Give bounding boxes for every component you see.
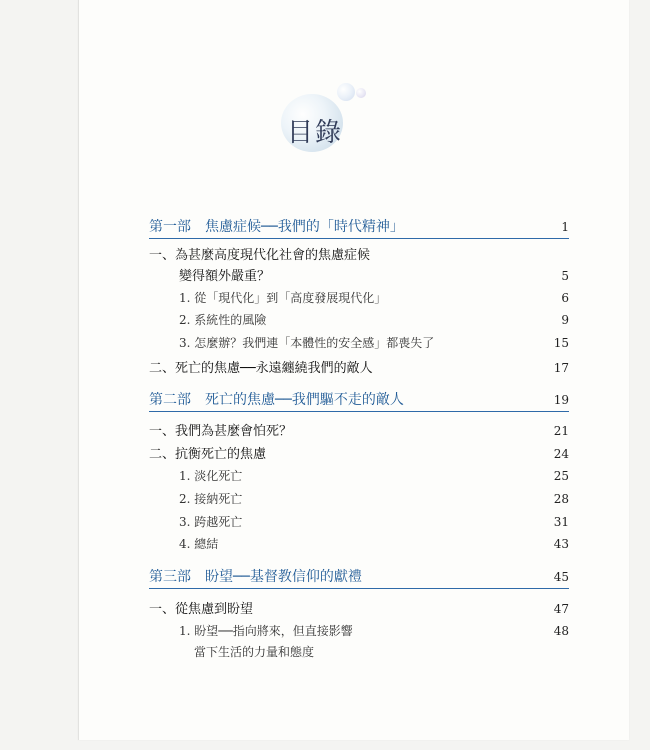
toc-text: 二、死亡的焦慮──永遠纏繞我們的敵人	[149, 361, 373, 376]
toc-page-number: 25	[553, 469, 569, 483]
toc-text: 3. 跨越死亡	[179, 515, 243, 529]
toc-section-1[interactable]	[149, 244, 569, 264]
toc-page-number: 45	[553, 570, 569, 584]
toc-subsection[interactable]	[179, 513, 569, 533]
toc-text: 一、為甚麼高度現代化社會的焦慮症候	[149, 248, 371, 263]
toc-page-number: 17	[553, 361, 569, 375]
toc-part-3[interactable]	[149, 566, 569, 589]
toc-subsection-continued[interactable]	[194, 643, 569, 663]
toc-list	[79, 0, 629, 740]
toc-section-2[interactable]	[149, 357, 569, 377]
toc-page-number: 9	[561, 313, 569, 327]
toc-section-3[interactable]	[149, 420, 569, 440]
toc-subsection[interactable]	[179, 467, 569, 487]
toc-text: 第一部 焦慮症候──我們的「時代精神」	[149, 219, 404, 235]
toc-subsection[interactable]	[179, 622, 569, 642]
toc-subsection[interactable]	[179, 311, 569, 331]
toc-page-number: 21	[553, 424, 569, 438]
toc-page-number: 1	[561, 220, 569, 234]
toc-subsection[interactable]	[179, 289, 569, 309]
toc-subsection[interactable]	[179, 334, 569, 354]
toc-text: 4. 總結	[179, 537, 219, 551]
toc-text: 2. 接納死亡	[179, 492, 243, 506]
toc-page-number: 48	[553, 624, 569, 638]
toc-section-1-continued[interactable]	[179, 265, 569, 285]
toc-text: 1. 從「現代化」到「高度發展現代化」	[179, 291, 387, 305]
book-page	[78, 0, 629, 740]
toc-section-4[interactable]	[149, 443, 569, 463]
toc-text: 當下生活的力量和態度	[194, 645, 315, 659]
toc-text: 2. 系統性的風險	[179, 313, 267, 327]
toc-page-number: 19	[553, 393, 569, 407]
toc-page-number: 15	[553, 336, 569, 350]
toc-page-number: 43	[553, 537, 569, 551]
toc-text: 1. 淡化死亡	[179, 469, 243, 483]
toc-part-1[interactable]	[149, 216, 569, 239]
toc-page-number: 24	[553, 447, 569, 461]
toc-text: 一、從焦慮到盼望	[149, 602, 254, 617]
toc-text: 變得額外嚴重？	[179, 269, 271, 284]
toc-text: 第三部 盼望──基督教信仰的獻禮	[149, 569, 362, 585]
toc-page-number: 6	[561, 291, 569, 305]
toc-page-number: 47	[553, 602, 569, 616]
toc-page-number: 31	[553, 515, 569, 529]
toc-text: 一、我們為甚麼會怕死？	[149, 424, 293, 439]
toc-subsection[interactable]	[179, 535, 569, 555]
page-title: 目錄	[287, 118, 344, 148]
toc-text: 第二部 死亡的焦慮──我們驅不走的敵人	[149, 392, 404, 408]
toc-part-2[interactable]	[149, 389, 569, 412]
toc-page-number: 5	[561, 269, 569, 283]
toc-text: 二、抗衡死亡的焦慮	[149, 447, 267, 462]
toc-page-number: 28	[553, 492, 569, 506]
toc-subsection[interactable]	[179, 490, 569, 510]
toc-text: 3. 怎麼辦？我們連「本體性的安全感」都喪失了	[179, 336, 435, 350]
toc-section-5[interactable]	[149, 598, 569, 618]
toc-text: 1. 盼望──指向將來，但直接影響	[179, 624, 353, 638]
